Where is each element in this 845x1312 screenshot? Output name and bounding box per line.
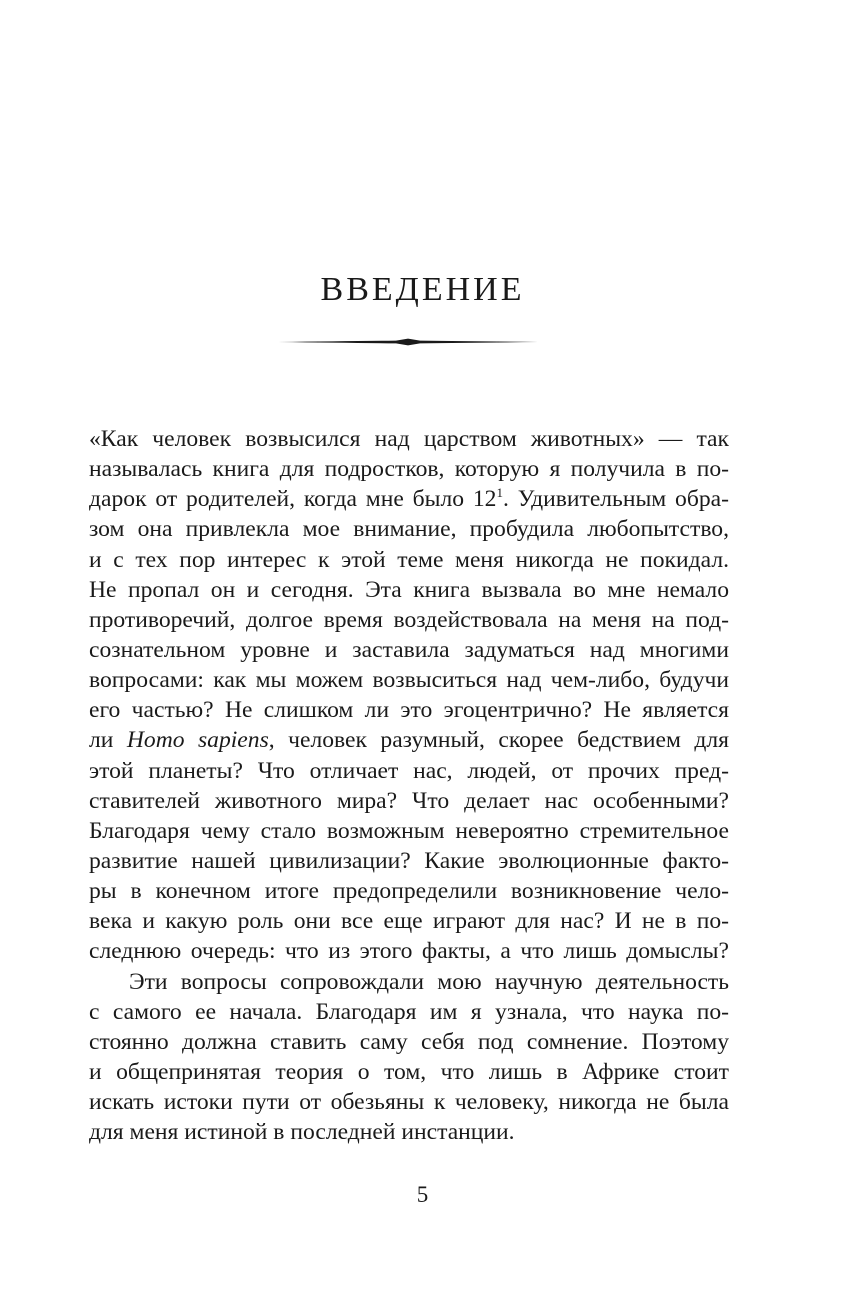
text-line bbox=[89, 484, 729, 514]
text-line: зом она привлекла мое внимание, пробудила любопытство, bbox=[89, 516, 729, 543]
text-line: развитие нашей цивилизации? Какие эволюционные факто- bbox=[89, 847, 729, 874]
text-line: этой планеты? Что отличает нас, людей, от прочих пред- bbox=[89, 757, 729, 784]
title-ornament-divider bbox=[278, 336, 538, 348]
text-line: ры в конечном итоге предопределили возникновение чело- bbox=[89, 878, 729, 905]
paragraph bbox=[89, 424, 729, 967]
text-line: искать истоки пути от обезьяны к человеку, никогда не была bbox=[89, 1089, 729, 1116]
text-fragment: ли bbox=[89, 727, 127, 754]
text-line bbox=[89, 725, 729, 755]
text-line: его частью? Не слишком ли это эгоцентрично? Не является bbox=[89, 697, 729, 724]
text-line: века и какую роль они все еще играют для нас? И не в по- bbox=[89, 908, 729, 935]
text-fragment: , человек разумный, скорее бедствием для bbox=[268, 727, 729, 754]
footnote-marker[interactable]: 1 bbox=[496, 485, 503, 501]
text-line: для меня истиной в последней инстанции. bbox=[89, 1119, 515, 1146]
text-line: Не пропал он и сегодня. Эта книга вызвала во мне немало bbox=[89, 576, 729, 603]
text-line: Эти вопросы сопровождали мою научную деятельность bbox=[129, 968, 729, 995]
text-fragment: . Удивительным обра- bbox=[502, 486, 729, 513]
text-line: ставителей животного мира? Что делает нас особенными? bbox=[89, 787, 729, 814]
text-line: сознательном уровне и заставила задуматься над многими bbox=[89, 636, 729, 663]
chapter-title: ВВЕДЕНИЕ bbox=[320, 271, 525, 308]
text-line: «Как человек возвысился над царством животных» — так bbox=[89, 426, 729, 452]
body-text bbox=[89, 424, 729, 1147]
paragraph bbox=[89, 967, 729, 1148]
text-line: стоянно должна ставить саму себя под сомнение. Поэтому bbox=[89, 1028, 729, 1055]
species-name-italic: Homo sapiens bbox=[126, 727, 269, 754]
page-number: 5 bbox=[416, 1182, 429, 1207]
text-line: противоречий, долгое время воздействовала на меня на под- bbox=[89, 606, 729, 633]
text-line: с самого ее начала. Благодаря им я узнала, что наука по- bbox=[89, 998, 729, 1025]
text-line: и с тех пор интерес к этой теме меня никогда не покидал. bbox=[89, 546, 729, 573]
text-line: и общепринятая теория о том, что лишь в Африке стоит bbox=[89, 1058, 729, 1085]
text-line: Благодаря чему стало возможным невероятно стремительное bbox=[89, 817, 729, 844]
text-line: называлась книга для подростков, которую я получила в по- bbox=[89, 456, 729, 483]
text-line: вопросами: как мы можем возвыситься над чем-либо, будучи bbox=[89, 667, 729, 694]
text-line: следнюю очередь: что из этого факты, а что лишь домыслы? bbox=[89, 938, 729, 965]
text-fragment: дарок от родителей, когда мне было 12 bbox=[89, 486, 497, 513]
